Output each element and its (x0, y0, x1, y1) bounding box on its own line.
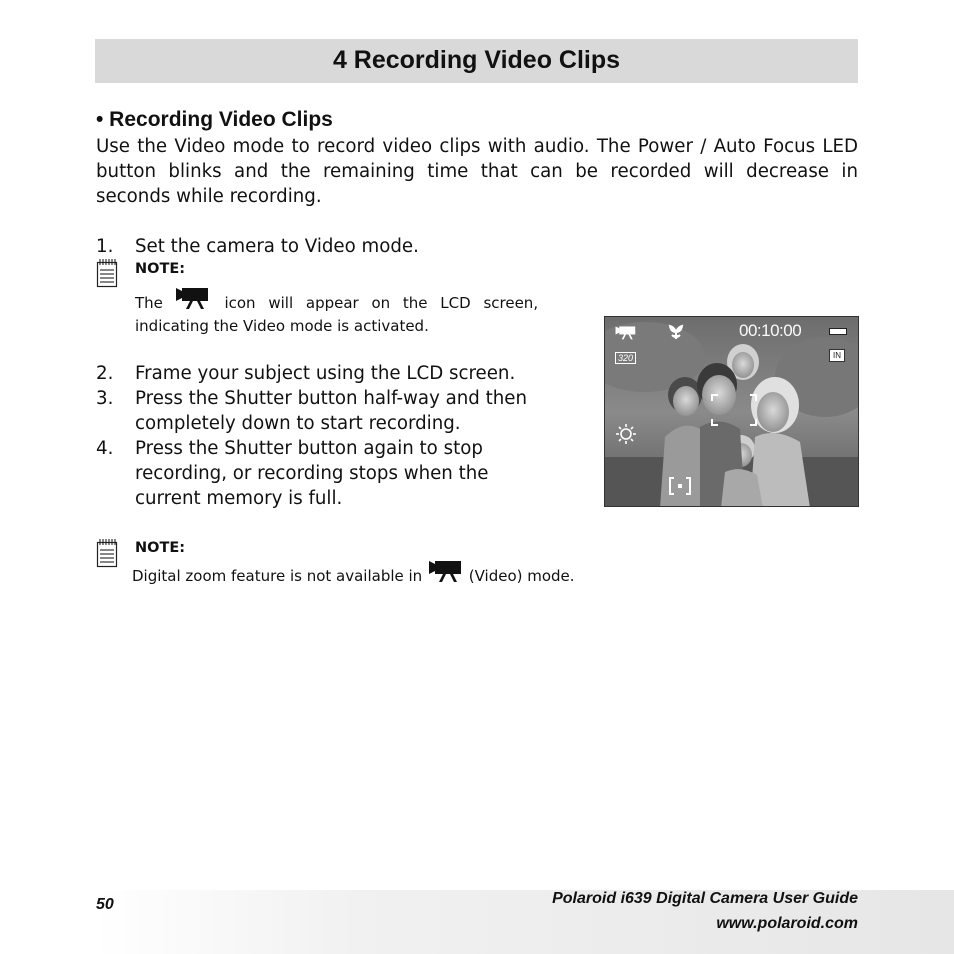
step-text: completely down to start recording. (135, 413, 461, 434)
note-line-1 (132, 557, 575, 586)
lcd-screen-illustration (604, 316, 859, 507)
step-text: Set the camera to Video mode. (135, 236, 419, 257)
resolution-badge: 320 (615, 352, 636, 364)
metering-icon (669, 477, 691, 495)
step-text: current memory is full. (135, 488, 343, 509)
note-icon (96, 538, 118, 568)
battery-icon (829, 328, 847, 335)
note-icon (96, 258, 118, 288)
footer-url: www.polaroid.com (716, 915, 858, 932)
note-text-after: icon will appear on the LCD screen, (224, 294, 539, 312)
note-line-2: indicating the Video mode is activated. (135, 317, 429, 335)
white-balance-daylight-icon (615, 423, 637, 445)
note-text-before: Digital zoom feature is not available in (132, 567, 423, 585)
note-label: NOTE: (135, 540, 186, 556)
step-number: 1. (96, 236, 114, 257)
video-mode-icon (176, 284, 210, 310)
section-heading: • Recording Video Clips (96, 108, 333, 131)
step-text: Frame your subject using the LCD screen. (135, 363, 516, 384)
note-label: NOTE: (135, 261, 186, 277)
note-line-1 (135, 284, 588, 312)
video-mode-icon (429, 557, 463, 583)
chapter-header-bar (95, 39, 858, 83)
note-text-after: (Video) mode. (468, 567, 575, 585)
video-mode-icon (615, 324, 637, 340)
step-number: 3. (96, 388, 114, 409)
remaining-time: 00:10:00 (739, 321, 802, 340)
step-text: Press the Shutter button half-way and then (135, 388, 527, 409)
page-number: 50 (96, 896, 114, 913)
footer-guide-title: Polaroid i639 Digital Camera User Guide (552, 890, 858, 907)
step-number: 2. (96, 363, 114, 384)
step-text: Press the Shutter button again to stop (135, 438, 483, 459)
step-number: 4. (96, 438, 114, 459)
intro-paragraph: Use the Video mode to record video clips with audio. The Power / Auto Focus LED button blinks and the remaining time that can be recorded will decrease in seconds while recording. (96, 136, 858, 207)
chapter-title: 4 Recording Video Clips (332, 46, 621, 74)
focus-frame-icon (711, 394, 757, 426)
step-text: recording, or recording stops when the (135, 463, 489, 484)
macro-icon (667, 323, 685, 341)
memory-badge: IN (829, 349, 845, 362)
note-text-before: The (135, 294, 163, 312)
